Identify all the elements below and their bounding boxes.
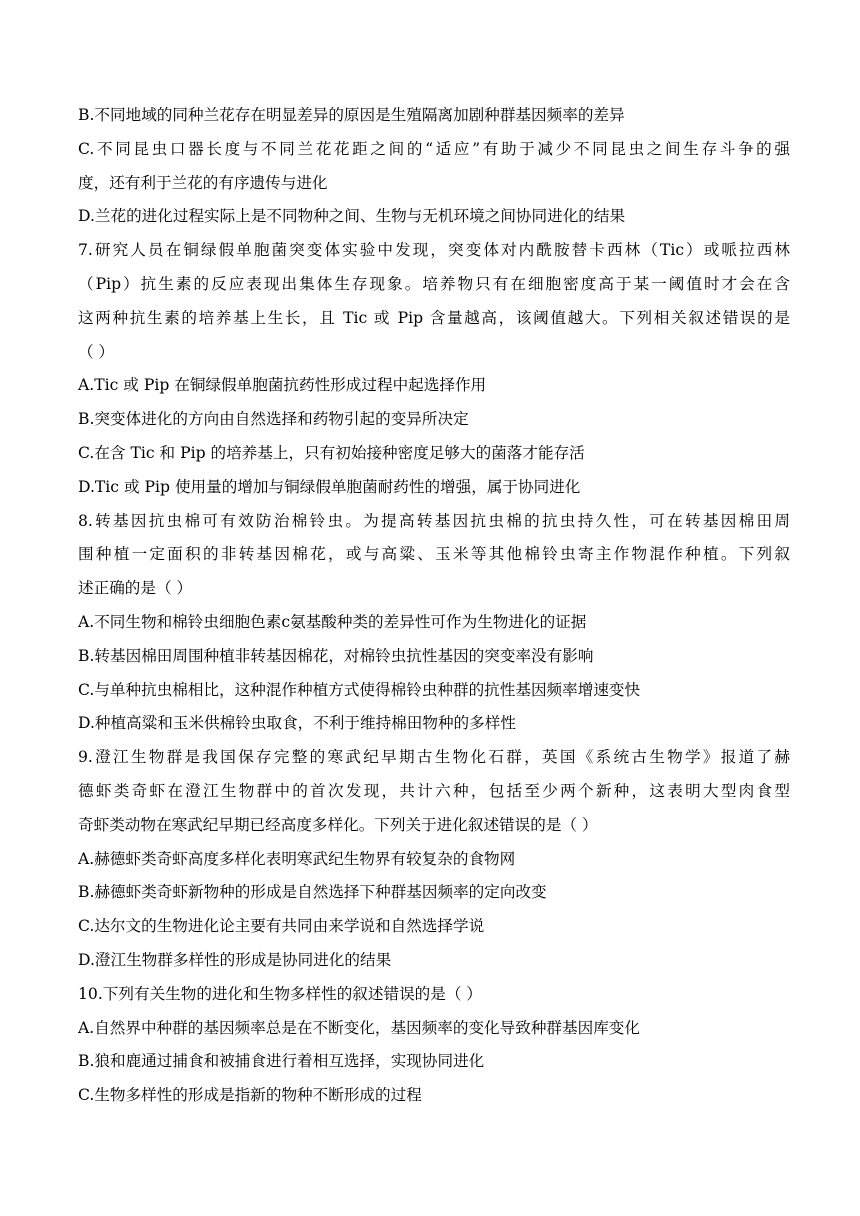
option-c: C.生物多样性的形成是指新的物种不断形成的过程	[78, 1086, 422, 1105]
option-c: C.在含 Tic 和 Pip 的培养基上，只有初始接种密度足够大的菌落才能存活	[78, 443, 585, 462]
text-line: B.不同地域的同种兰花存在明显差异的原因是生殖隔离加剧种群基因频率的差异	[78, 106, 625, 124]
question-9-stem: 9.澄江生物群是我国保存完整的寒武纪早期古生物化石群，英国《系统古生物学》报道了赫	[78, 748, 790, 767]
option-b: B.转基因棉田周围种植非转基因棉花，对棉铃虫抗性基因的突变率没有影响	[78, 646, 594, 665]
option-a: A.不同生物和棉铃虫细胞色素c氨基酸种类的差异性可作为生物进化的证据	[78, 612, 587, 631]
option-a: A.赫德虾类奇虾高度多样化表明寒武纪生物界有较复杂的食物网	[78, 849, 516, 868]
question-10-stem: 10.下列有关生物的进化和生物多样性的叙述错误的是（ ）	[78, 984, 483, 1003]
question-text-block	[78, 99, 790, 1113]
text-line: 述正确的是（ ）	[78, 579, 193, 598]
option-b: B.狼和鹿通过捕食和被捕食进行着相互选择，实现协同进化	[78, 1052, 485, 1071]
text-line: 围种植一定面积的非转基因棉花，或与高粱、玉米等其他棉铃虫寄主作物混作种植。下列叙	[78, 545, 790, 564]
option-b: B.赫德虾类奇虾新物种的形成是自然选择下种群基因频率的定向改变	[78, 883, 547, 902]
option-c: C.达尔文的生物进化论主要有共同由来学说和自然选择学说	[78, 917, 485, 936]
question-7-stem: 7.研究人员在铜绿假单胞菌突变体实验中发现，突变体对内酰胺替卡西林（Tic）或哌拉西林	[78, 241, 790, 260]
option-b: B.突变体进化的方向由自然选择和药物引起的变异所决定	[78, 410, 469, 429]
text-line: C.不同昆虫口器长度与不同兰花花距之间的“适应”有助于减少不同昆虫之间生存斗争的强	[78, 139, 790, 158]
text-line: D.兰花的进化过程实际上是不同物种之间、生物与无机环境之间协同进化的结果	[78, 207, 626, 226]
option-d: D.种植高粱和玉米供棉铃虫取食，不利于维持棉田物种的多样性	[78, 714, 516, 733]
option-d: D.澄江生物群多样性的形成是协同进化的结果	[78, 950, 392, 969]
text-line: 奇虾类动物在寒武纪早期已经高度多样化。下列关于进化叙述错误的是（ ）	[78, 815, 598, 834]
answer-bracket: （ ）	[78, 342, 115, 361]
option-a: A.自然界中种群的基因频率总是在不断变化，基因频率的变化导致种群基因库变化	[78, 1018, 640, 1037]
option-a: A.Tic 或 Pip 在铜绿假单胞菌抗药性形成过程中起选择作用	[78, 376, 487, 395]
text-line: （Pip）抗生素的反应表现出集体生存现象。培养物只有在细胞密度高于某一阈值时才会在含	[78, 274, 790, 293]
option-d: D.Tic 或 Pip 使用量的增加与铜绿假单胞菌耐药性的增强，属于协同进化	[78, 477, 581, 496]
text-line: 度，还有利于兰花的有序遗传与进化	[78, 173, 328, 192]
text-line: 这两种抗生素的培养基上生长，且 Tic 或 Pip 含量越高，该阈值越大。下列相关叙述错误的是	[78, 308, 790, 327]
option-c: C.与单种抗虫棉相比，这种混作种植方式使得棉铃虫种群的抗性基因频率增速变快	[78, 680, 641, 699]
question-8-stem: 8.转基因抗虫棉可有效防治棉铃虫。为提高转基因抗虫棉的抗虫持久性，可在转基因棉田周	[78, 511, 790, 530]
text-line: 德虾类奇虾在澄江生物群中的首次发现，共计六种，包括至少两个新种，这表明大型肉食型	[78, 781, 790, 800]
